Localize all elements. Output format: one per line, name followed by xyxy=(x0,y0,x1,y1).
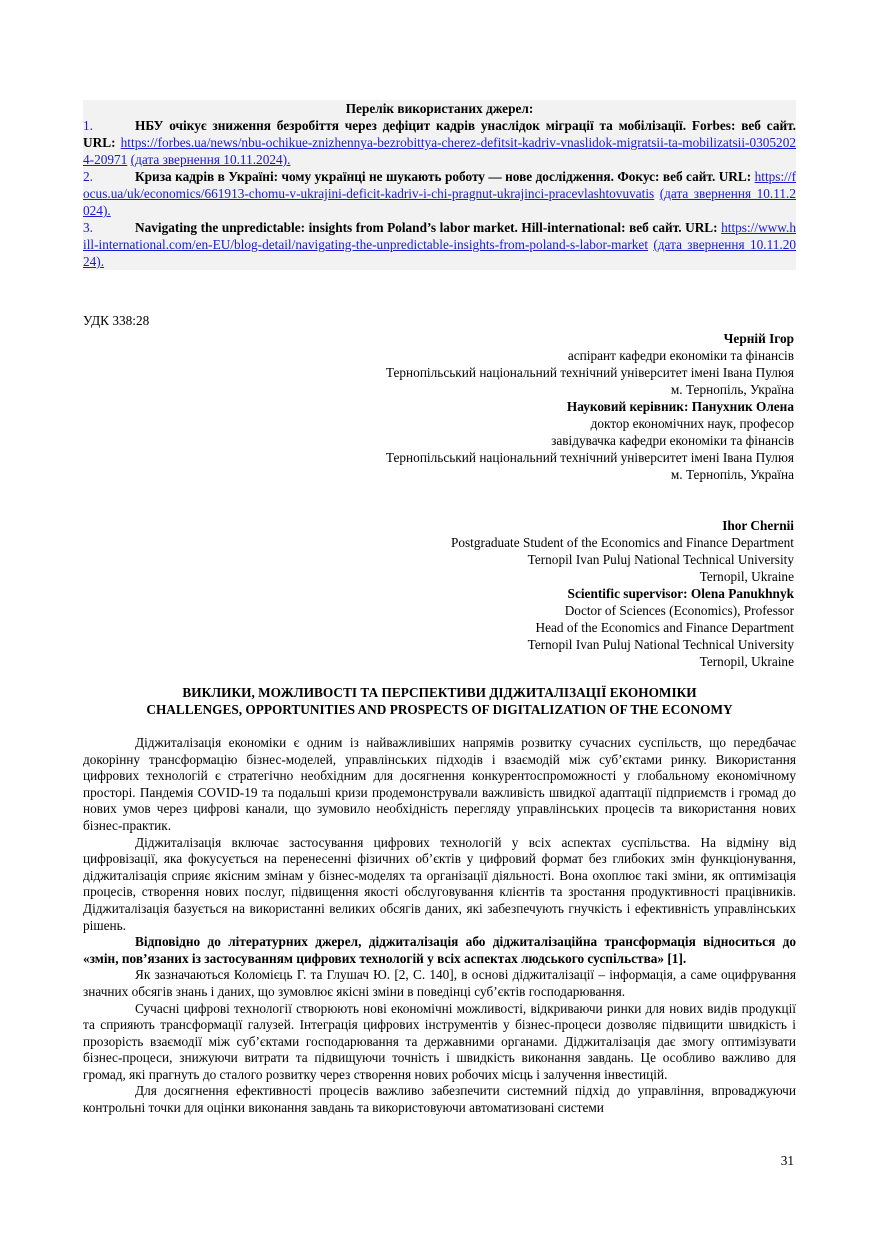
references-block xyxy=(83,100,796,270)
reference-number: 2. xyxy=(83,169,93,184)
supervisor-university-en: Ternopil Ivan Puluj National Technical University xyxy=(527,637,794,652)
reference-item xyxy=(83,219,796,270)
supervisor-ua: Науковий керівник: Панухник Олена xyxy=(566,399,794,414)
author-city-en: Ternopil, Ukraine xyxy=(699,569,794,584)
supervisor-en: Scientific supervisor: Olena Panukhnyk xyxy=(567,586,794,601)
reference-number: 1. xyxy=(83,118,93,133)
reference-link[interactable]: https://forbes.ua/news/nbu-ochikue-znizhennya-bezrobittya-cherez-defitsit-kadriv-vnaslidok-migratsii-ta-mobilizatsii-03052024-20971 xyxy=(83,135,796,167)
reference-link[interactable]: https://focus.ua/uk/economics/661913-chomu-v-ukrajini-deficit-kadriv-i-chi-pragnut-ukrajinci-pracevlashtovuvatis xyxy=(83,169,796,201)
reference-link[interactable]: https://www.hill-international.com/en-EU/blog-detail/navigating-the-unpredictable-insights-from-poland-s-labor-market xyxy=(83,220,796,252)
reference-date[interactable]: (дата звернення 10.11.2024). xyxy=(83,237,796,269)
paragraph: Діджиталізація економіки є одним із найважливіших напрямів розвитку сучасних суспільств, що передбачає докорінну трансформацію бізнес-моделей, управлінських підходів і взаємодій між суб’єктами ринку. Використання цифрових технологій є стратегічно необхідним для досягнення конкурентоспроможності у глобальному економічному просторі. Пандемія COVID-19 та подальші кризи продемонстрували важливість швидкої адаптації підприємств і громад до нових умов через цифрові канали, що зумовило необхідність перегляду управлінських процесів та використання нових бізнес-практик. xyxy=(83,735,796,833)
author-city-ua: м. Тернопіль, Україна xyxy=(670,382,794,397)
article-title-en: CHALLENGES, OPPORTUNITIES AND PROSPECTS OF DIGITALIZATION OF THE ECONOMY xyxy=(146,702,733,717)
author-position-en: Postgraduate Student of the Economics and Finance Department xyxy=(450,535,794,550)
udk-code: УДК 338:28 xyxy=(83,313,150,328)
article-body xyxy=(83,735,796,1117)
author-name-en: Ihor Chernii xyxy=(722,518,794,533)
paragraph: Сучасні цифрові технології створюють нові економічні можливості, відкриваючи ринки для нових видів продукції та сприяють трансформації галузей. Інтеграція цифрових інструментів у бізнес-процеси дозволяє підвищити швидкість і прозорість взаємодії між суб’єктами господарювання та державними органами. Діджиталізація дає змогу оптимізувати бізнес-процеси, знижуючи витрати та підвищуючи точність і швидкість виконання завдань. Це особливо важливо для громад, які прагнуть до сталого розвитку через створення нових робочих місць і залучення інвестицій. xyxy=(83,1000,796,1082)
paragraph: Діджиталізація включає застосування цифрових технологій у всіх аспектах суспільства. На відміну від цифровізації, яка фокусується на перенесенні фізичних об’єктів у цифровий формат без глибоких змін функціонування, діджиталізація сприяє якісним змінам у бізнес-моделях та організації діяльності. Вона охоплює такі зміни, як оптимізація процесів, створення нових послуг, підвищення якості обслуговування клієнтів та зростання продуктивності працівників. Діджиталізація базується на використанні великих обсягів даних, які забезпечують гнучкість і ефективність управлінських рішень. xyxy=(83,834,796,933)
author-university-ua: Тернопільський національний технічний університет імені Івана Пулюя xyxy=(385,365,794,380)
reference-date[interactable]: (дата звернення 10.11.2024). xyxy=(83,186,796,218)
references-title: Перелік використаних джерел: xyxy=(345,101,534,116)
article-title xyxy=(83,684,796,718)
supervisor-position-en: Head of the Economics and Finance Department xyxy=(535,620,794,635)
paragraph: Як зазначаються Коломієць Г. та Глушач Ю. [2, С. 140], в основі діджиталізації – інформація, а саме оцифрування значних обсягів знань і даних, що зумовлює якісні зміни в поведінці суб’єктів господарювання. xyxy=(83,967,796,999)
reference-number: 3. xyxy=(83,220,93,235)
reference-date[interactable]: (дата звернення 10.11.2024). xyxy=(130,152,291,167)
author-name-ua: Черній Ігор xyxy=(723,331,794,346)
supervisor-degree-en: Doctor of Sciences (Economics), Professor xyxy=(564,603,794,618)
page-number: 31 xyxy=(780,1153,794,1168)
reference-item xyxy=(83,117,796,168)
author-info xyxy=(194,330,794,670)
supervisor-degree-ua: доктор економічних наук, професор xyxy=(590,416,794,431)
supervisor-university-ua: Тернопільський національний технічний університет імені Івана Пулюя xyxy=(385,450,794,465)
author-position-ua: аспірант кафедри економіки та фінансів xyxy=(567,348,794,363)
reference-title: Криза кадрів в Україні: чому українці не шукають роботу — нове дослідження. Фокус: веб сайт. URL: xyxy=(135,169,752,184)
reference-title: НБУ очікує зниження безробіття через дефіцит кадрів унаслідок міграції та мобілізації. Forbes: веб сайт. URL: xyxy=(83,118,796,150)
supervisor-city-ua: м. Тернопіль, Україна xyxy=(670,467,794,482)
reference-title: Navigating the unpredictable: insights from Poland’s labor market. Hill-international: веб сайт. URL: xyxy=(135,220,718,235)
article-title-ua: ВИКЛИКИ, МОЖЛИВОСТІ ТА ПЕРСПЕКТИВИ ДІДЖИТАЛІЗАЦІЇ ЕКОНОМІКИ xyxy=(182,685,697,700)
author-university-en: Ternopil Ivan Puluj National Technical University xyxy=(527,552,794,567)
supervisor-city-en: Ternopil, Ukraine xyxy=(699,654,794,669)
paragraph: Відповідно до літературних джерел, діджиталізація або діджиталізаційна трансформація відноситься до «змін, пов’язаних із застосуванням цифрових технологій у всіх аспектах людського суспільства» [1]. xyxy=(83,934,796,966)
paragraph: Для досягнення ефективності процесів важливо забезпечити системний підхід до управління, впроваджуючи контрольні точки для оцінки виконання завдань та використовуючи автоматизовані системи xyxy=(83,1083,796,1116)
reference-item xyxy=(83,168,796,219)
supervisor-position-ua: завідувачка кафедри економіки та фінансів xyxy=(551,433,794,448)
